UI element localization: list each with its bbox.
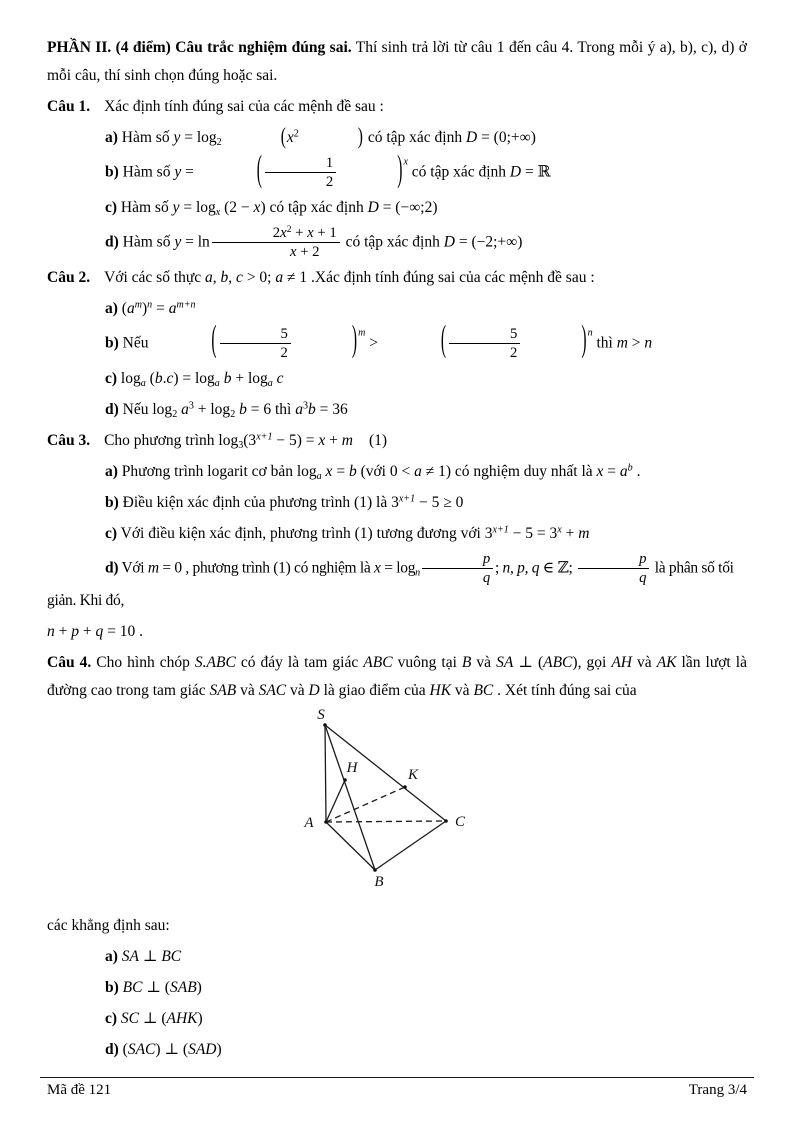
text-run: Xác định tính đúng sai của các mệnh đề sau : (104, 98, 384, 115)
math-var: D (443, 233, 455, 251)
text-run: 5 (510, 325, 518, 342)
text-run: = 6 thì (246, 400, 296, 418)
text-run: = log (179, 198, 216, 216)
math-var: c (236, 268, 243, 286)
pyramid-figure (288, 708, 488, 910)
vertex-label-C: C (454, 813, 466, 830)
math-var: n (47, 622, 55, 640)
superscript: b (627, 462, 633, 474)
math-var: q (482, 570, 490, 587)
math-var: b (348, 462, 357, 480)
text-run: 1 (325, 155, 334, 171)
text-run: > (627, 334, 645, 352)
math-var: a (619, 462, 628, 480)
text-run: + (561, 524, 579, 542)
math-var: b (223, 369, 232, 387)
math-var: SAB (169, 978, 197, 996)
math-var: S.ABC (194, 653, 236, 671)
text-run: + log (231, 369, 268, 387)
math-var: y (174, 233, 182, 251)
text-run: 2 (510, 345, 518, 362)
text-run: = ℝ (521, 163, 551, 181)
exam-code: Mã đề 121 (47, 1082, 112, 1098)
text-run: ) = log (173, 369, 215, 387)
text-run: Thí sinh trả lời từ câu 1 đến câu 4. Trong mỗi ý a), b), c), d) ở mỗi câu, thí sinh chọn đúng hoặc sai. (47, 39, 747, 84)
text-run: = (181, 163, 198, 181)
text-run: ) (216, 1040, 222, 1058)
text-run: lần lượt là đường cao trong tam giác (47, 653, 747, 699)
text-run: và (286, 681, 309, 699)
math-var: a (295, 400, 303, 418)
page-footer (40, 1077, 754, 1100)
vertex-label-H: H (346, 759, 358, 776)
math-var: AHK (166, 1009, 198, 1027)
text-run: Với điều kiện xác định, phương trình (1) tương đương với 3 (117, 524, 493, 542)
math-var: c (276, 369, 284, 387)
fraction (220, 326, 291, 362)
superscript: x+1 (492, 524, 509, 536)
bold-text: b) (105, 493, 119, 511)
math-var: x (286, 129, 294, 146)
text-run: ⊥ (139, 947, 162, 965)
text-run: Với các số thực (104, 268, 206, 286)
bold-text: c) (105, 198, 118, 216)
text-run: 2 (325, 174, 334, 191)
text-run: và (236, 681, 259, 699)
bold-text: Câu 3. (47, 431, 91, 449)
text-run: − 5 ≥ 0 (415, 493, 464, 511)
math-var: SAC (258, 681, 287, 699)
big-paren: ) (581, 319, 587, 361)
text-run: = 36 (315, 400, 348, 418)
math-var: a (414, 462, 422, 480)
text-run: ( (145, 369, 155, 387)
math-var: D (465, 129, 478, 146)
bold-text: Câu 4. (47, 653, 92, 671)
text-run: ; (494, 559, 503, 577)
text-run: + (79, 622, 96, 640)
text-run: ≠ 1) có nghiệm duy nhất là (421, 462, 597, 480)
vertex-label-S: S (317, 707, 325, 723)
text-run: . (632, 462, 641, 480)
part2-intro (47, 34, 747, 90)
text-run: (2 − (220, 198, 254, 216)
text-run: , (228, 268, 237, 286)
text-run: = (603, 462, 620, 480)
text-run: các khẳng định sau: (47, 916, 170, 934)
text-run: Cho phương trình log (104, 431, 239, 449)
superscript: m+n (176, 299, 196, 311)
text-run: . (162, 369, 167, 387)
text-run: Hàm số (117, 129, 174, 146)
math-var: HK (429, 681, 452, 699)
text-run: = (152, 299, 169, 317)
math-var: B (461, 653, 472, 671)
text-run: có tập xác định (407, 163, 510, 181)
big-paren: ( (211, 319, 217, 361)
math-var: a (275, 268, 284, 286)
fraction (212, 225, 340, 261)
math-var: x (325, 462, 333, 480)
math-var: c (166, 369, 174, 387)
bold-text: a) (105, 299, 118, 317)
vertex-label-B: B (374, 873, 384, 890)
superscript: n (587, 327, 593, 339)
q4-option-b (47, 974, 747, 1002)
subscript: 3 (238, 439, 244, 451)
text-run: 2 (280, 345, 288, 362)
bold-text: d) (105, 1040, 119, 1058)
edge-SC-solid (325, 725, 446, 821)
text-run: và (471, 653, 497, 671)
superscript: x (403, 156, 408, 168)
bold-text: d) (105, 559, 119, 577)
text-run: , (509, 559, 518, 577)
q3-option-a (47, 458, 747, 486)
text-run: > 0; (242, 268, 276, 286)
math-var: SAB (209, 681, 237, 699)
vertex-label-K: K (407, 766, 419, 783)
text-run: 2 (272, 224, 281, 241)
math-var: b (220, 268, 229, 286)
text-run: Cho hình chóp (91, 653, 195, 671)
q2-heading (47, 264, 747, 292)
big-paren: ) (351, 319, 358, 361)
math-var: q (531, 559, 540, 577)
text-run: và (632, 653, 657, 671)
text-run: là giao điểm của (319, 681, 430, 699)
bold-text: a) (105, 129, 118, 146)
text-run: Hàm số (118, 233, 175, 251)
text-run: = 0 , phương trình (1) có nghiệm là (158, 559, 375, 577)
text-run: (1) (368, 431, 388, 449)
text-run: , (524, 559, 532, 577)
subscript: a (140, 377, 146, 389)
fraction (422, 551, 493, 587)
text-run: ⊥ ( (139, 1009, 167, 1027)
text-run: ⊥ ( (513, 653, 544, 671)
math-var: ABC (363, 653, 393, 671)
q2-option-b (47, 319, 747, 362)
text-run: + log (193, 400, 231, 418)
edge-SB-solid (325, 725, 375, 870)
math-var: D (308, 681, 320, 699)
math-var: b (307, 400, 316, 418)
q3-option-d-continuation (47, 618, 747, 646)
math-var: x (253, 198, 261, 216)
text-run: = (332, 462, 349, 480)
text-run: Điều kiện xác định của phương trình (1) là 3 (118, 493, 399, 511)
subscript: 2 (172, 408, 178, 420)
pyramid-svg (288, 708, 488, 900)
math-var: x (307, 224, 314, 241)
vertex-dot-K (403, 785, 407, 789)
text-run: = ln (181, 233, 210, 251)
q3-option-c (47, 520, 747, 548)
text-run: + 1 (313, 224, 337, 241)
page-number: Trang 3/4 (688, 1082, 747, 1098)
math-var: y (172, 198, 180, 216)
q1-option-b (47, 148, 747, 191)
math-var: a (168, 299, 177, 317)
text-run: = (−2;+∞) (454, 233, 523, 251)
fraction (265, 155, 336, 191)
vertex-label-A: A (304, 814, 314, 831)
vertex-dot-B (373, 868, 377, 872)
math-var: BC (122, 978, 143, 996)
vertex-dot-H (343, 778, 347, 782)
subscript: 2 (230, 408, 236, 420)
vertex-dot-C (444, 819, 448, 823)
superscript: x+1 (398, 493, 416, 505)
math-var: n (502, 559, 510, 577)
text-run: có tập xác định (341, 233, 444, 251)
text-run: log (117, 369, 141, 387)
math-var: x (289, 244, 297, 261)
q2-option-d (47, 396, 747, 424)
q4-paragraph (47, 649, 747, 705)
subscript: n (415, 567, 420, 579)
text-run: ( (118, 1040, 128, 1058)
math-var: a (205, 268, 213, 286)
math-var: SA (496, 653, 514, 671)
superscript: x+1 (256, 431, 273, 443)
superscript: x (557, 524, 562, 536)
text-run: ) (196, 978, 202, 996)
text-run: + (291, 224, 308, 241)
text-run: có đáy là tam giác (235, 653, 364, 671)
fraction (578, 551, 649, 587)
bold-text: c) (105, 369, 118, 387)
subscript: x (215, 206, 221, 218)
math-var: p (71, 622, 79, 640)
math-var: q (639, 570, 647, 587)
q4-statements-intro (47, 912, 747, 940)
text-run: ≠ 1 .Xác định tính đúng sai của các mệnh đề sau : (283, 268, 595, 286)
text-run: − 5) = (272, 431, 319, 449)
text-run: ) (142, 299, 148, 317)
math-var: m (341, 431, 353, 449)
subscript: a (267, 377, 273, 389)
math-var: AK (656, 653, 677, 671)
bold-text: c) (105, 1009, 118, 1027)
math-var: n (644, 334, 653, 352)
superscript: 3 (302, 400, 308, 412)
text-run: > (365, 334, 382, 352)
math-var: m (578, 524, 590, 542)
bold-text: c) (105, 524, 118, 542)
math-var: m (147, 559, 159, 577)
text-run: Với (118, 559, 148, 577)
math-var: ABC (543, 653, 573, 671)
text-run: Phương trình logarit cơ bản log (117, 462, 317, 480)
text-run: ( (117, 299, 127, 317)
math-var: p (517, 559, 525, 577)
bold-text: b) (105, 163, 119, 181)
edge-AK-dashed (326, 787, 405, 822)
math-var: a (181, 400, 189, 418)
bold-text: d) (105, 400, 119, 418)
text-run: = log (380, 559, 416, 577)
bold-text: d) (105, 233, 119, 251)
vertex-dot-S (323, 723, 327, 727)
superscript: m (358, 327, 366, 339)
text-run: Hàm số (117, 198, 173, 216)
text-run: − 5 = 3 (508, 524, 558, 542)
fraction (449, 326, 520, 362)
text-run: + (325, 431, 342, 449)
text-run: Nếu (118, 334, 153, 352)
big-paren: ) (357, 123, 363, 150)
math-var: x (318, 431, 326, 449)
edge-AC-dashed (326, 821, 446, 822)
superscript: 2 (293, 128, 299, 140)
math-var: SC (120, 1009, 140, 1027)
bold-text: a) (105, 947, 118, 965)
math-var: x (374, 559, 381, 577)
superscript: 3 (188, 400, 194, 412)
bold-text: b) (105, 334, 119, 352)
math-var: a (126, 299, 135, 317)
text-run: ) (197, 1009, 203, 1027)
text-run: = 10 . (103, 622, 143, 640)
math-var: SAD (188, 1040, 217, 1058)
vertex-dot-A (324, 820, 328, 824)
text-run: là phân số tối giản. Khi đó, (47, 559, 734, 609)
math-var: D (509, 163, 522, 181)
math-var: BC (161, 947, 182, 965)
subscript: a (316, 470, 322, 482)
q1-heading (47, 93, 747, 121)
q3-option-d (47, 551, 747, 615)
q3-heading (47, 427, 747, 455)
math-var: y (173, 129, 181, 146)
text-run: (3 (243, 431, 257, 449)
superscript: n (147, 299, 153, 311)
q4-option-c (47, 1005, 747, 1033)
text-run: (với 0 < (356, 462, 415, 480)
text-run: vuông tại (392, 653, 462, 671)
superscript: m (134, 299, 142, 311)
text-run: có tập xác định (363, 129, 466, 146)
text-run: 5 (280, 325, 288, 342)
math-var: AH (611, 653, 632, 671)
math-var: SA (121, 947, 140, 965)
text-run: + 2 (296, 244, 320, 261)
math-var: y (174, 163, 182, 181)
edge-AB-solid (326, 822, 375, 870)
text-run: , (212, 268, 221, 286)
big-paren: ) (397, 148, 403, 190)
text-run: và (451, 681, 474, 699)
math-var: b (239, 400, 247, 418)
math-var: x (596, 462, 604, 480)
superscript: 2 (286, 223, 292, 235)
text-run: = (−∞;2) (378, 198, 438, 216)
text-run: ) ⊥ ( (155, 1040, 189, 1058)
big-paren: ( (280, 123, 286, 150)
math-var: p (639, 550, 647, 567)
q4-option-d (47, 1036, 747, 1064)
math-var: p (482, 550, 490, 567)
big-paren: ( (440, 319, 447, 361)
text-run: ), gọi (572, 653, 612, 671)
text-run: . Xét tính đúng sai của (493, 681, 637, 699)
text-run: thì (592, 334, 617, 352)
text-run: ∈ ℤ; (539, 559, 577, 577)
text-run: ⊥ ( (142, 978, 170, 996)
math-var: D (367, 198, 379, 216)
q3-option-b (47, 489, 747, 517)
bold-text: b) (105, 978, 119, 996)
text-run: = log (180, 129, 217, 146)
text-run: ) có tập xác định (260, 198, 368, 216)
math-var: q (95, 622, 104, 640)
q1-option-d (47, 225, 747, 261)
bold-text: PHẦN II. (4 điểm) Câu trắc nghiệm đúng sai. (47, 39, 352, 56)
text-run: = (0;+∞) (477, 129, 536, 146)
math-var: x (280, 224, 287, 241)
edge-SA-solid (325, 725, 326, 822)
math-var: b (154, 369, 163, 387)
subscript: 2 (216, 137, 222, 149)
text-run: Nếu log (118, 400, 173, 418)
subscript: a (214, 377, 220, 389)
text-run: Hàm số (118, 163, 175, 181)
big-paren: ( (256, 148, 262, 190)
edge-AH-solid (326, 780, 345, 822)
bold-text: Câu 2. (47, 268, 91, 286)
edge-BC-solid (375, 821, 446, 870)
math-var: SAC (127, 1040, 156, 1058)
math-var: BC (473, 681, 494, 699)
text-run: + (54, 622, 72, 640)
bold-text: Câu 1. (47, 98, 91, 115)
math-var: m (616, 334, 628, 352)
bold-text: a) (105, 462, 118, 480)
q4-option-a (47, 943, 747, 971)
